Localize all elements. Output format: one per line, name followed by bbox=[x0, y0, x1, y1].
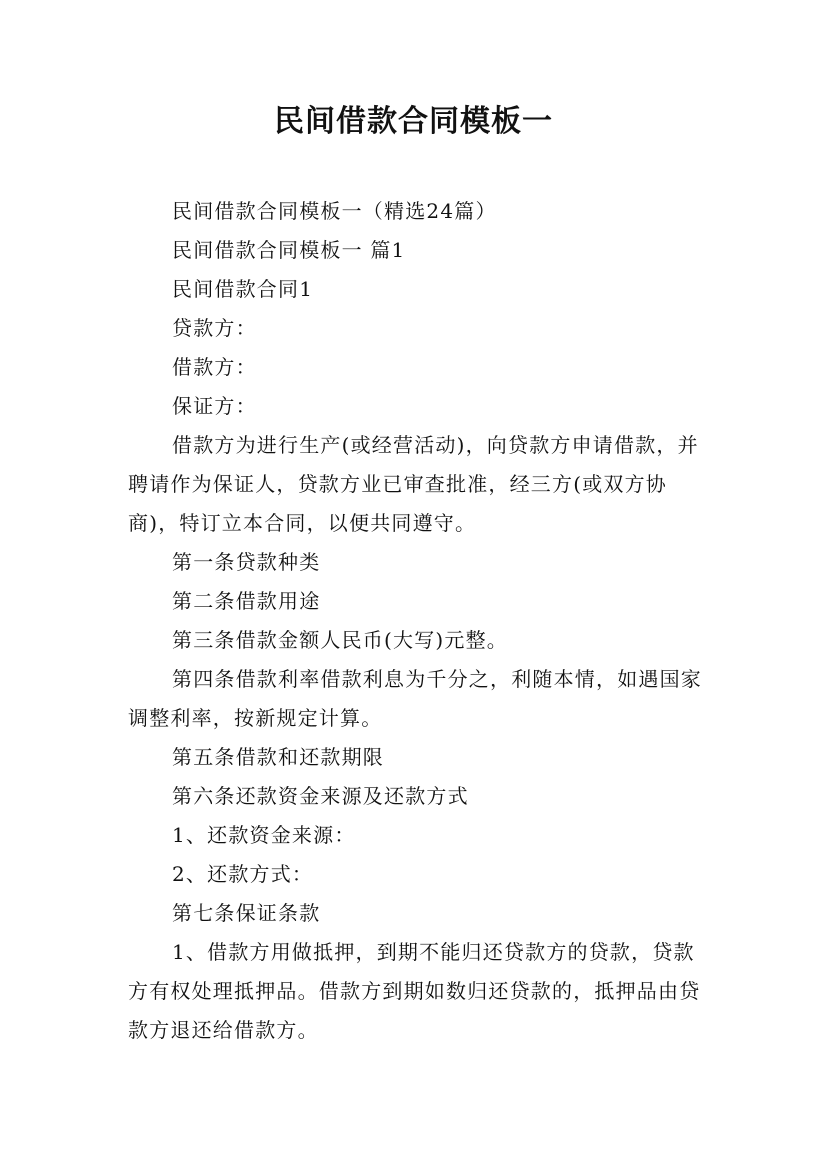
paragraph: 1、还款资金来源： bbox=[172, 823, 356, 847]
paragraph: 第五条借款和还款期限 bbox=[172, 745, 384, 769]
paragraph: 第四条借款利率借款利息为千分之，利随本情，如遇国家调整利率，按新规定计算。 bbox=[128, 667, 702, 730]
paragraph: 2、还款方式： bbox=[172, 862, 314, 886]
paragraph: 1、借款方用做抵押，到期不能归还贷款方的贷款，贷款方有权处理抵押品。借款方到期如数归还贷款的，抵押品由贷款方退还给借款方。 bbox=[128, 940, 701, 1042]
paragraph: 民间借款合同模板一（精选24篇） bbox=[172, 199, 497, 223]
paragraph: 民间借款合同1 bbox=[172, 277, 314, 301]
paragraph: 民间借款合同模板一 篇1 bbox=[172, 238, 406, 262]
paragraph: 第一条贷款种类 bbox=[172, 550, 321, 574]
document-title: 民间借款合同模板一 bbox=[274, 104, 553, 139]
document-body bbox=[128, 192, 708, 1050]
paragraph: 第二条借款用途 bbox=[172, 589, 321, 613]
paragraph: 第七条保证条款 bbox=[172, 901, 321, 925]
paragraph: 贷款方： bbox=[172, 316, 257, 340]
paragraph: 第六条还款资金来源及还款方式 bbox=[172, 784, 469, 808]
paragraph: 第三条借款金额人民币(大写)元整。 bbox=[172, 628, 509, 652]
paragraph: 借款方为进行生产(或经营活动)，向贷款方申请借款，并聘请作为保证人，贷款方业已审查批准，经三方(或双方协商)，特订立本合同，以便共同遵守。 bbox=[128, 433, 699, 535]
paragraph: 保证方： bbox=[172, 394, 257, 418]
paragraph: 借款方： bbox=[172, 355, 257, 379]
